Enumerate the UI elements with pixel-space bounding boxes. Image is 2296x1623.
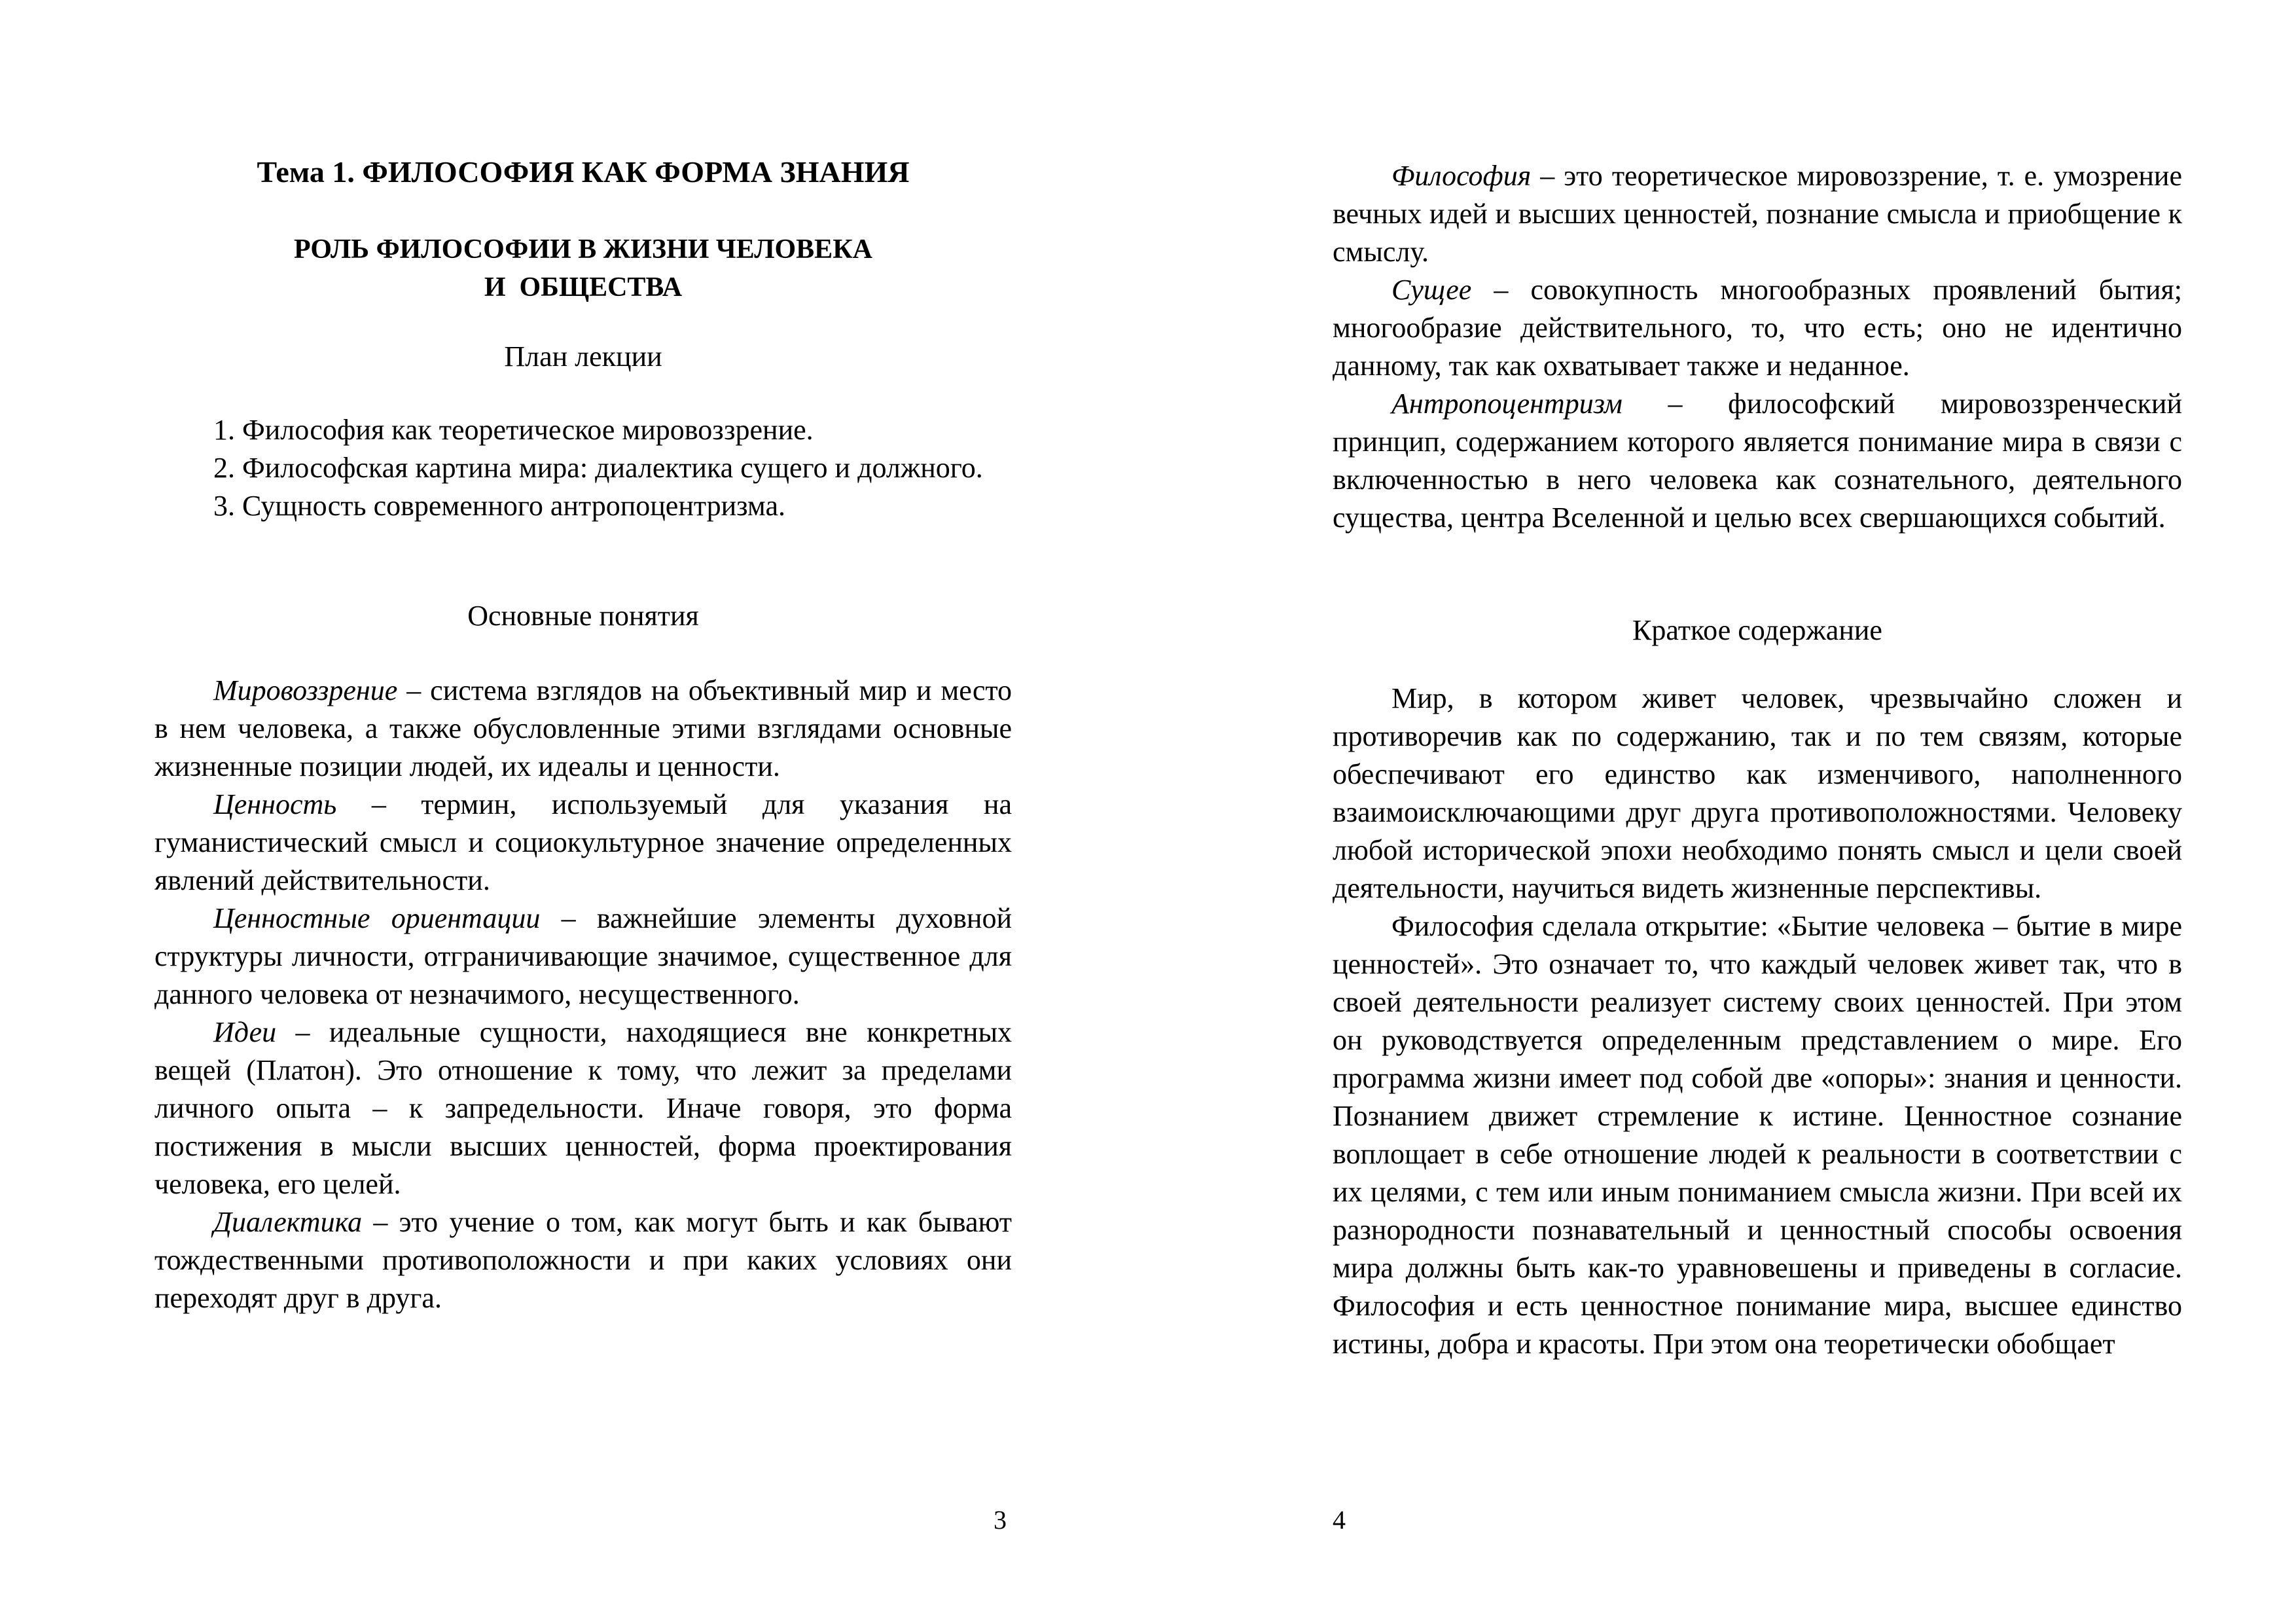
- definition-term: Философия: [1391, 160, 1532, 192]
- definition-term: Идеи: [213, 1016, 277, 1048]
- definitions-list: [1333, 157, 2182, 537]
- definitions-list: [154, 672, 1012, 1317]
- definition-text: – идеальные сущности, находящиеся вне конкретных вещей (Платон). Это отношение к тому, что лежит за пределами личного опыта – к запредельности. Иначе говоря, это форма постижения в мысли высших ценностей, форма проектирования человека, его целей.: [154, 1016, 1012, 1200]
- definition-text: – совокупность многообразных проявлений бытия; многообразие действительного, то, что есть; оно не идентично данному, так как охватывает также и неданное.: [1333, 274, 2182, 382]
- summary-paragraph: Философия сделала открытие: «Бытие человека – бытие в мире ценностей». Это означает то, что каждый человек живет так, что в своей деятельности реализует систему своих ценностей. При этом он руководствуется определенным представлением о мире. Его программа жизни имеет под собой две «опоры»: знания и ценности. Познанием движет стремление к истине. Ценностное сознание воплощает в себе отношение людей к реальности в соответствии с их целями, с тем или иным пониманием смысла жизни. При всей их разнородности познавательный и ценностный способы освоения мира должны быть как-то уравновешены и приведены в согласие. Философия и есть ценностное понимание мира, высшее единство истины, добра и красоты. При этом она теоретически обобщает: [1333, 910, 2182, 1360]
- definition: [154, 1203, 1012, 1317]
- definition: [1333, 271, 2182, 385]
- chapter-title: Тема 1. ФИЛОСОФИЯ КАК ФОРМА ЗНАНИЯ: [257, 155, 910, 189]
- definition: [154, 900, 1012, 1013]
- definition-text: – система взглядов на объективный мир и место в нем человека, а также обусловленные этими взглядами основные жизненные позиции людей, их идеалы и ценности.: [154, 674, 1012, 782]
- definition-term: Сущее: [1391, 274, 1472, 306]
- lecture-subtitle: [154, 230, 1012, 306]
- definition-text: – важнейшие элементы духовной структуры личности, отграничивающие значимое, существенное для данного человека от незначимого, несущественного.: [154, 902, 1012, 1010]
- definition-term: Ценность: [213, 788, 337, 820]
- plan-item-1: 1. Философия как теоретическое мировоззрение.: [213, 414, 814, 446]
- page-number: 3: [994, 1505, 1007, 1535]
- definition-term: Антропоцентризм: [1391, 388, 1623, 420]
- plan-item-2: 2. Философская картина мира: диалектика сущего и должного.: [213, 452, 983, 484]
- definition-term: Мировоззрение: [213, 674, 398, 706]
- definition-text: – это учение о том, как могут быть и как бывают тождественными противоположности и при каких условиях они переходят друг в друга.: [154, 1206, 1012, 1314]
- definition: [154, 1013, 1012, 1203]
- summary-heading: Краткое содержание: [1632, 614, 1882, 646]
- subtitle-line-1: РОЛЬ ФИЛОСОФИИ В ЖИЗНИ ЧЕЛОВЕКА: [294, 234, 872, 264]
- definition-text: – философский мировоззренческий принцип, содержанием которого является понимание мира в связи с включенностью в него человека как сознательного, деятельного существа, центра Вселенной и целью всех свершающихся событий.: [1333, 388, 2182, 534]
- definition-text: – это теоретическое мировоззрение, т. е. умозрение вечных идей и высших ценностей, познание смысла и приобщение к смыслу.: [1333, 160, 2182, 268]
- definition-text: – термин, используемый для указания на гуманистический смысл и социокультурное значение определенных явлений действительности.: [154, 788, 1012, 896]
- concepts-heading: Основные понятия: [467, 600, 699, 632]
- definition-term: Ценностные ориентации: [213, 902, 541, 934]
- definition: [154, 672, 1012, 786]
- summary-paragraph: Мир, в котором живет человек, чрезвычайно сложен и противоречив как по содержанию, так и по тем связям, которые обеспечивают его единство как изменчивого, наполненного взаимоисключающими друг друга противоположностями. Человеку любой исторической эпохи необходимо понять смысл и цели своей деятельности, научиться видеть жизненные перспективы.: [1333, 682, 2182, 904]
- plan-heading: План лекции: [504, 340, 662, 373]
- definition: [154, 786, 1012, 900]
- page-number: 4: [1333, 1505, 1346, 1535]
- definition-term: Диалектика: [213, 1206, 363, 1238]
- subtitle-line-2: И ОБЩЕСТВА: [484, 272, 683, 302]
- plan-list: [154, 411, 1012, 525]
- summary-body: [1333, 680, 2182, 1363]
- definition: [1333, 157, 2182, 271]
- definition: [1333, 385, 2182, 537]
- plan-item-3: 3. Сущность современного антропоцентризма.: [213, 490, 786, 522]
